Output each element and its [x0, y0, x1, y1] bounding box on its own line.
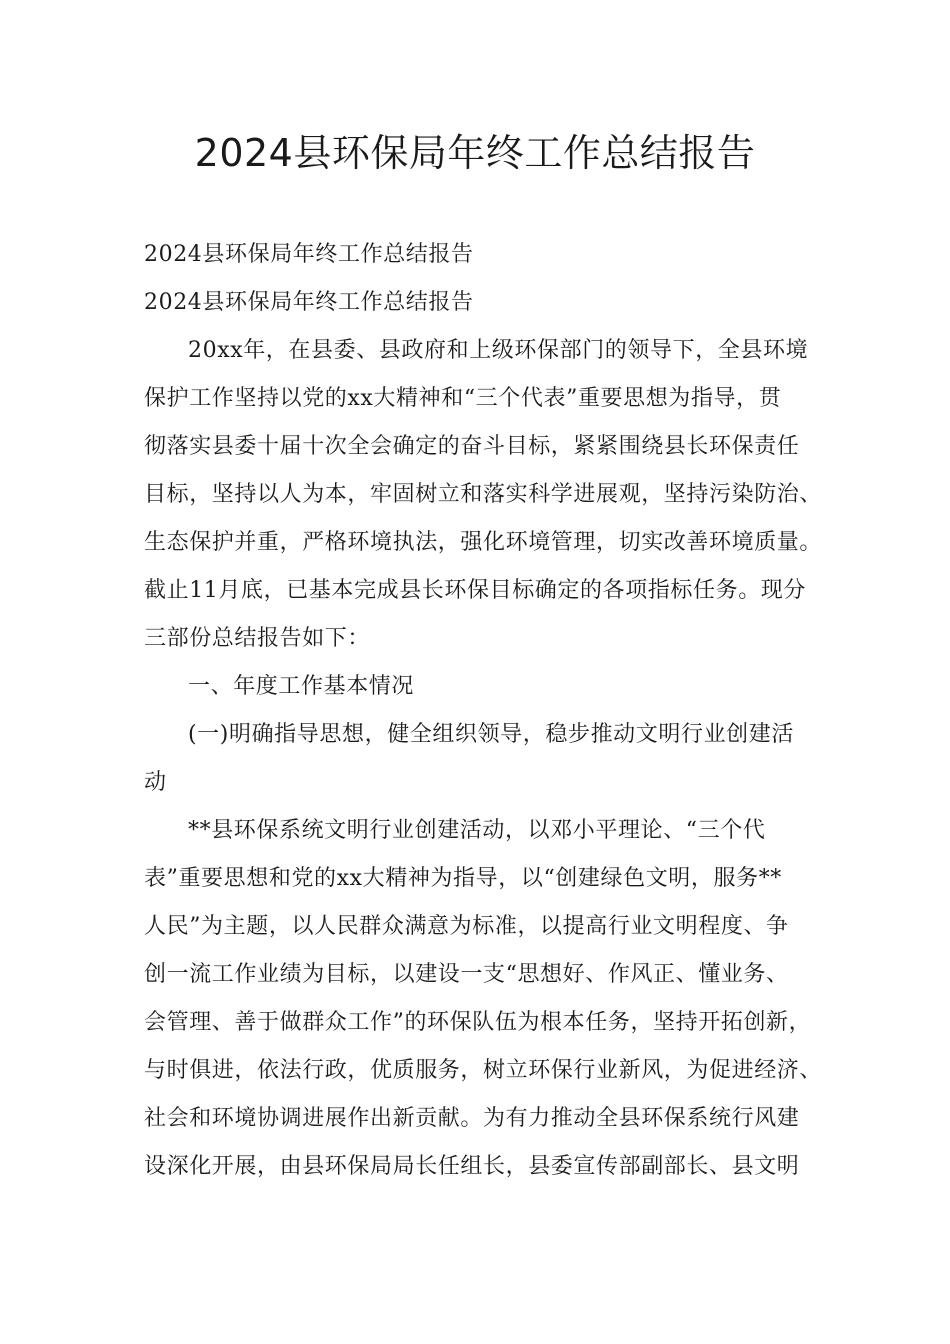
text-line: 动 [144, 770, 167, 795]
text-line: 20xx年，在县委、县政府和上级环保部门的领导下，全县环境 [188, 338, 809, 363]
text-line: 2024县环保局年终工作总结报告 [144, 242, 474, 267]
text-line: **县环保系统文明行业创建活动，以邓小平理论、“三个代 [188, 818, 766, 843]
text-line: 彻落实县委十届十次全会确定的奋斗目标，紧紧围绕县长环保责任 [144, 434, 800, 459]
document-title: 2024县环保局年终工作总结报告 [194, 131, 756, 175]
document-body [144, 231, 823, 1191]
text-line: 会管理、善于做群众工作”的环保队伍为根本任务，坚持开拓创新， [144, 1010, 812, 1035]
text-line: 社会和环境协调进展作出新贡献。为有力推动全县环保系统行风建 [144, 1106, 800, 1131]
text-line: 创一流工作业绩为目标，以建设一支“思想好、作风正、懂业务、 [144, 962, 789, 987]
text-line: 人民”为主题，以人民群众满意为标准，以提高行业文明程度、争 [144, 914, 789, 939]
text-line: 设深化开展，由县环保局局长任组长，县委宣传部副部长、县文明 [144, 1154, 800, 1179]
text-line: (一)明确指导思想，健全组织领导，稳步推动文明行业创建活 [188, 722, 794, 747]
text-line: 保护工作坚持以党的xx大精神和“三个代表”重要思想为指导，贯 [144, 386, 782, 411]
text-line: 2024县环保局年终工作总结报告 [144, 290, 474, 315]
text-line: 目标，坚持以人为本，牢固树立和落实科学进展观，坚持污染防治、 [144, 482, 823, 507]
text-line: 表”重要思想和党的xx大精神为指导，以“创建绿色文明，服务** [144, 866, 782, 891]
text-line: 三部份总结报告如下： [144, 626, 371, 651]
text-line: 截止11月底，已基本完成县长环保目标确定的各项指标任务。现分 [144, 578, 806, 603]
text-line: 与时俱进，依法行政，优质服务，树立环保行业新风，为促进经济、 [144, 1058, 823, 1083]
text-line: 一、年度工作基本情况 [188, 674, 415, 699]
text-line: 生态保护并重，严格环境执法，强化环境管理，切实改善环境质量。 [144, 530, 823, 555]
